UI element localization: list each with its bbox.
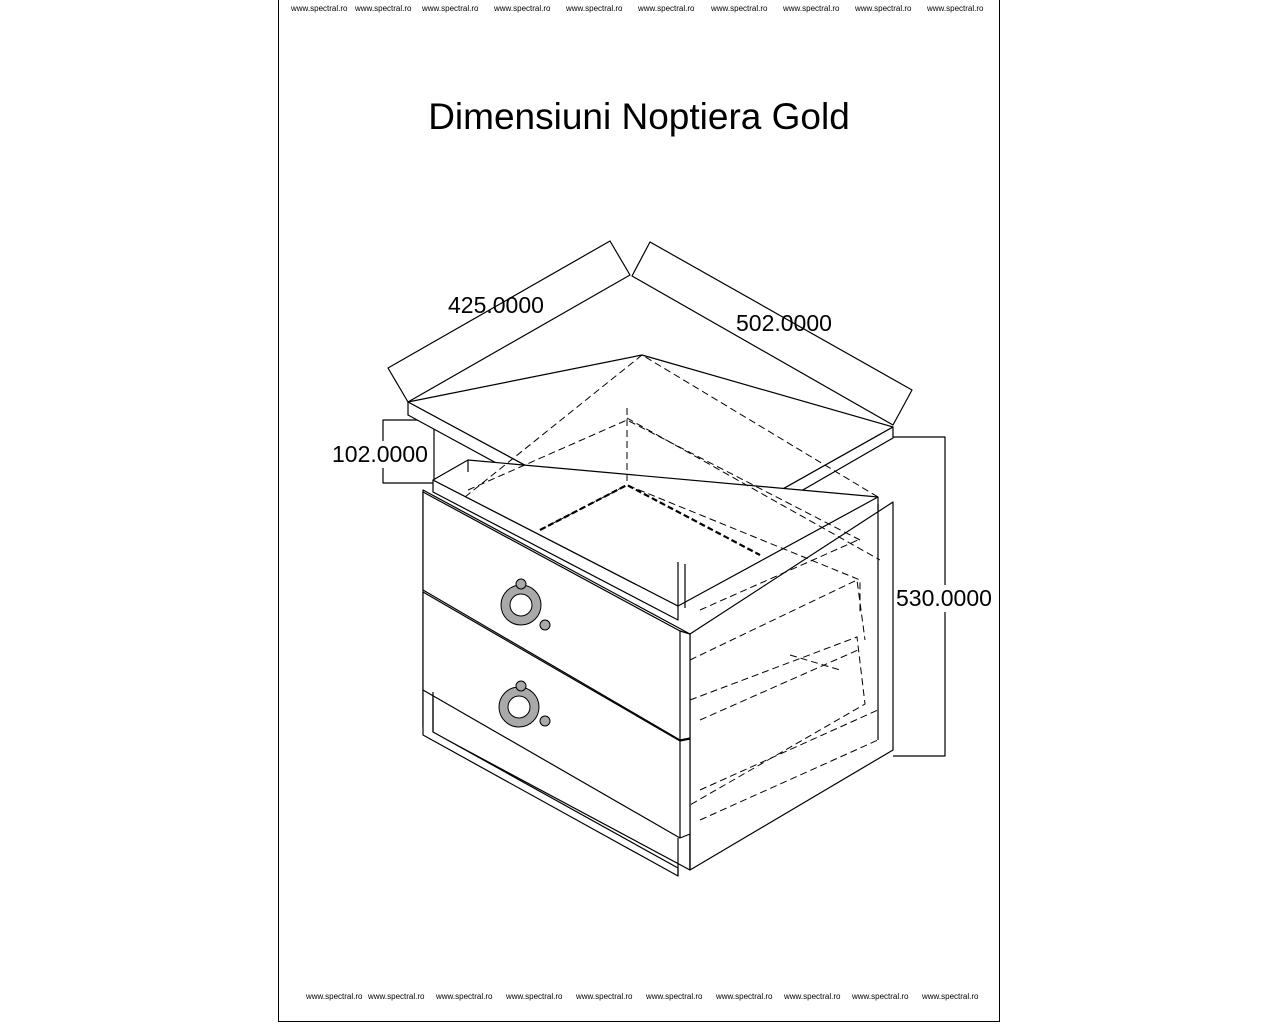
depth-dimension-label: 425.0000 xyxy=(448,292,544,318)
top-thickness-dimension-label: 102.0000 xyxy=(332,441,428,467)
watermark-text: www.spectral.ro xyxy=(506,992,563,1001)
watermark-text: www.spectral.ro xyxy=(306,992,363,1001)
watermark-text: www.spectral.ro xyxy=(922,992,979,1001)
width-dimension-label: 502.0000 xyxy=(736,310,832,336)
watermark-text: www.spectral.ro xyxy=(783,4,840,13)
watermark-text: www.spectral.ro xyxy=(566,4,623,13)
watermark-text: www.spectral.ro xyxy=(436,992,493,1001)
watermark-text: www.spectral.ro xyxy=(711,4,768,13)
watermark-text: www.spectral.ro xyxy=(716,992,773,1001)
page-title: Dimensiuni Noptiera Gold xyxy=(428,96,850,137)
watermark-text: www.spectral.ro xyxy=(852,992,909,1001)
watermark-text: www.spectral.ro xyxy=(368,992,425,1001)
watermark-text: www.spectral.ro xyxy=(927,4,984,13)
watermark-text: www.spectral.ro xyxy=(291,4,348,13)
watermark-text: www.spectral.ro xyxy=(494,4,551,13)
watermark-text: www.spectral.ro xyxy=(646,992,703,1001)
watermark-text: www.spectral.ro xyxy=(638,4,695,13)
watermark-text: www.spectral.ro xyxy=(422,4,479,13)
height-dimension-label: 530.0000 xyxy=(896,585,992,611)
watermark-text: www.spectral.ro xyxy=(576,992,633,1001)
watermark-text: www.spectral.ro xyxy=(855,4,912,13)
watermark-text: www.spectral.ro xyxy=(784,992,841,1001)
watermark-text: www.spectral.ro xyxy=(355,4,412,13)
